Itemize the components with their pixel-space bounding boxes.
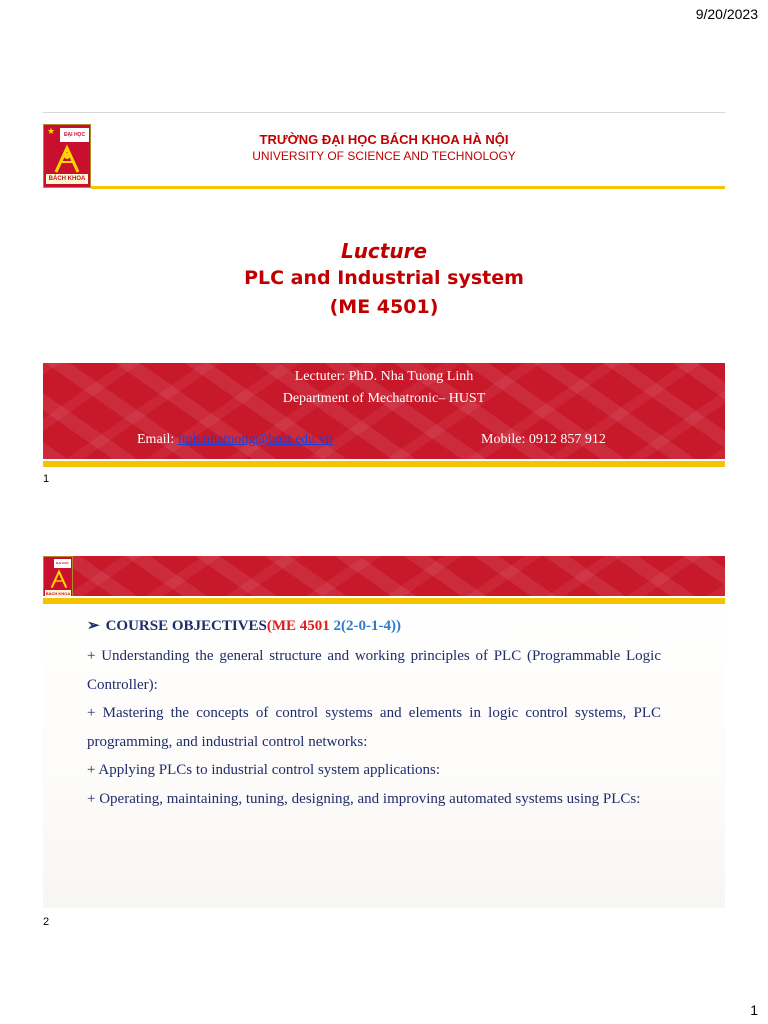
slide-1 <box>43 112 725 467</box>
page-number: 1 <box>750 1002 758 1018</box>
arrow-bullet-icon: ➢ <box>87 618 100 634</box>
university-name-en: UNIVERSITY OF SCIENCE AND TECHNOLOGY <box>252 149 516 163</box>
objective-item: + Understanding the general structure and working principles of PLC (Programmable Logic Controller): <box>87 648 661 693</box>
objective-item: + Applying PLCs to industrial control system applications: <box>87 762 441 778</box>
slide-2 <box>43 556 725 908</box>
slide-number-1: 1 <box>43 473 50 485</box>
slide-number-2: 2 <box>43 916 50 928</box>
title-course: PLC and Industrial system <box>244 267 524 289</box>
email-line <box>137 432 333 448</box>
heading-text: COURSE OBJECTIVES <box>105 618 267 634</box>
course-code: (ME 4501 <box>266 618 330 634</box>
slide-title <box>43 238 725 322</box>
university-name-vn: TRƯỜNG ĐẠI HỌC BÁCH KHOA HÀ NỘI <box>259 132 509 147</box>
title-code: (ME 4501) <box>329 296 439 318</box>
email-label: Email: <box>137 432 178 447</box>
course-credits: 2(2-0-1-4)) <box>329 618 402 634</box>
star-icon: ★ <box>47 126 56 136</box>
course-objectives-heading <box>87 616 661 635</box>
header-band <box>43 112 725 127</box>
objective-item: + Operating, maintaining, tuning, designing, and improving automated systems using PLCs: <box>87 790 641 807</box>
header-gold-line <box>43 596 725 604</box>
logo-top-text: ĐẠI HỌC <box>54 559 71 568</box>
page-date: 9/20/2023 <box>695 6 758 22</box>
mobile-number: Mobile: 0912 857 912 <box>481 432 606 447</box>
header-gold-line <box>91 186 725 189</box>
lecturer-name: Lectuter: PhD. Nha Tuong Linh <box>294 369 474 384</box>
department-name: Department of Mechatronic– HUST <box>282 391 486 406</box>
logo-bottom-text: BÁCH KHOA <box>46 174 88 184</box>
logo-bottom-text: BÁCH KHOA <box>45 591 71 596</box>
logo-top-text: ĐẠI HỌC <box>60 128 89 142</box>
email-link[interactable]: linh.nhatuong@hust.edu.vn <box>177 432 333 447</box>
university-logo-small <box>43 556 73 600</box>
title-lecture: Lucture <box>340 239 428 263</box>
lecturer-banner <box>43 363 725 459</box>
objectives-list <box>87 642 661 813</box>
logo-emblem-icon <box>49 569 69 589</box>
banner-gold-line <box>43 459 725 467</box>
objective-item: + Mastering the concepts of control systems and elements in logic control systems, PLC programming, and industrial control networks: <box>87 705 661 750</box>
slide-header-banner <box>43 556 725 596</box>
